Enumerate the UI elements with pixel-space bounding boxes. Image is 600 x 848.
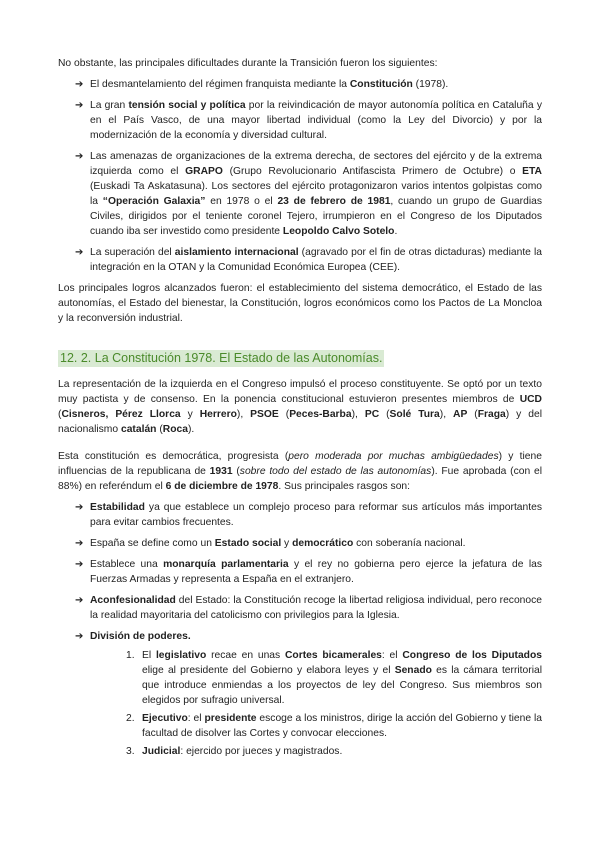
list-item: ➔ Las amenazas de organizaciones de la extrema derecha, de sectores del ejército y de la extrema izquierda como el GRAPO (Grupo Revolucionario Antifascista Primero de Octubre) o ETA (Euskadi Ta Askatasuna). Los sectores del ejército protagonizaron varios intentos golpistas como la “Operación Galaxia” en 1978 o el 23 de febrero de 1981, cuando un grupo de Guardias Civiles, dirigidos por el teniente coronel Tejero, irrumpieron en el Congreso de los Diputados cuando iba ser investido como presidente Leopoldo Calvo Sotelo. [75,151,542,237]
numbered-item: 1. El legislativo recae en unas Cortes bicamerales: el Congreso de los Diputados elige al presidente del Gobierno y elabora leyes y el Senado es la cámara territorial que introduce enmiendas a los proyectos de ley del Congreso. Sus miembros son elegidos por sufragio universal. [126,650,542,706]
list-item: ➔ Aconfesionalidad del Estado: la Constitución recoge la libertad religiosa individual, pero reconoce la realidad mayoritaria del catolicismo con privilegios para la Iglesia. [75,595,542,621]
list-item: ➔ El desmantelamiento del régimen franquista mediante la Constitución (1978). [75,79,449,90]
arrow-icon: ➔ [75,631,84,642]
list-item: ➔ España se define como un Estado social y democrático con soberanía nacional. [75,538,466,549]
list-item: ➔ Estabilidad ya que establece un complejo proceso para reformar sus artículos más importantes para evitar cambios frecuentes. [75,502,542,528]
intro-paragraph: No obstante, las principales dificultades durante la Transición fueron los siguientes: [58,58,438,69]
arrow-icon: ➔ [75,247,84,258]
arrow-icon: ➔ [75,100,84,111]
arrow-icon: ➔ [75,151,84,162]
section-heading: 12. 2. La Constitución 1978. El Estado de las Autonomías. [60,351,383,365]
powers-list [90,648,542,759]
arrow-icon: ➔ [75,559,84,570]
list-item: ➔ La superación del aislamiento internacional (agravado por el fin de otras dictaduras) mediante la integración en la OTAN y la Comunidad Económica Europea (CEE). [75,247,542,273]
arrow-icon: ➔ [75,538,84,549]
difficulties-list [58,77,542,275]
constitution-paragraph: Esta constitución es democrática, progresista (pero moderada por muchas ambigüedades) y tiene influencias de la republicana de 1931 (sobre todo del estado de las autonomías). Fue aprobada (con el 88%) en referéndum el 6 de diciembre de 1978. Sus principales rasgos son: [58,451,542,492]
numbered-item: 2. Ejecutivo: el presidente escoge a los ministros, dirige la acción del Gobierno y tiene la facultad de disolver las Cortes y convocar elecciones. [126,713,542,739]
list-item: ➔ División de poderes. 1. El legislativo recae en unas Cortes bicamerales: el Congreso de los Diputados elige al presidente del Gobierno y elabora leyes y el Senado es la cámara territorial que introduce enmiendas a los proyectos de ley del Congreso. Sus miembros son elegidos por sufragio universal. 2. Ejecutivo: el presidente escoge a los ministros, dirige la acción del Gobierno y tiene la facultad de disolver las Cortes y convocar elecciones. 3. Judicial: ejercido por jueces y magistrados. [75,631,542,757]
achievements-paragraph: Los principales logros alcanzados fueron: el establecimiento del sistema democrático, el Estado de las autonomías, el Estado del bienestar, la Constitución, logros económicos como los Pactos de La Moncloa y la reconversión industrial. [58,283,542,324]
features-list [58,500,542,759]
list-item: ➔ Establece una monarquía parlamentaria y el rey no gobierna pero ejerce la jefatura de las Fuerzas Armadas y representa a España en el extranjero. [75,559,542,585]
representation-paragraph: La representación de la izquierda en el Congreso impulsó el proceso constituyente. Se optó por un texto muy pactista y de consenso. En la ponencia constitucional estuvieron presentes miembros de UCD (Cisneros, Pérez Llorca y Herrero), PSOE (Peces-Barba), PC (Solé Tura), AP (Fraga) y del nacionalismo catalán (Roca). [58,379,543,435]
numbered-item: 3. Judicial: ejercido por jueces y magistrados. [126,746,343,757]
list-item: ➔ La gran tensión social y política por la reivindicación de mayor autonomía política en Cataluña y en el País Vasco, de una mayor libertad individual (como la Ley del Divorcio) y por la modernización de la economía y diversidad cultural. [75,100,542,141]
arrow-icon: ➔ [75,502,84,513]
document-page [58,56,542,765]
arrow-icon: ➔ [75,595,84,606]
arrow-icon: ➔ [75,79,84,90]
